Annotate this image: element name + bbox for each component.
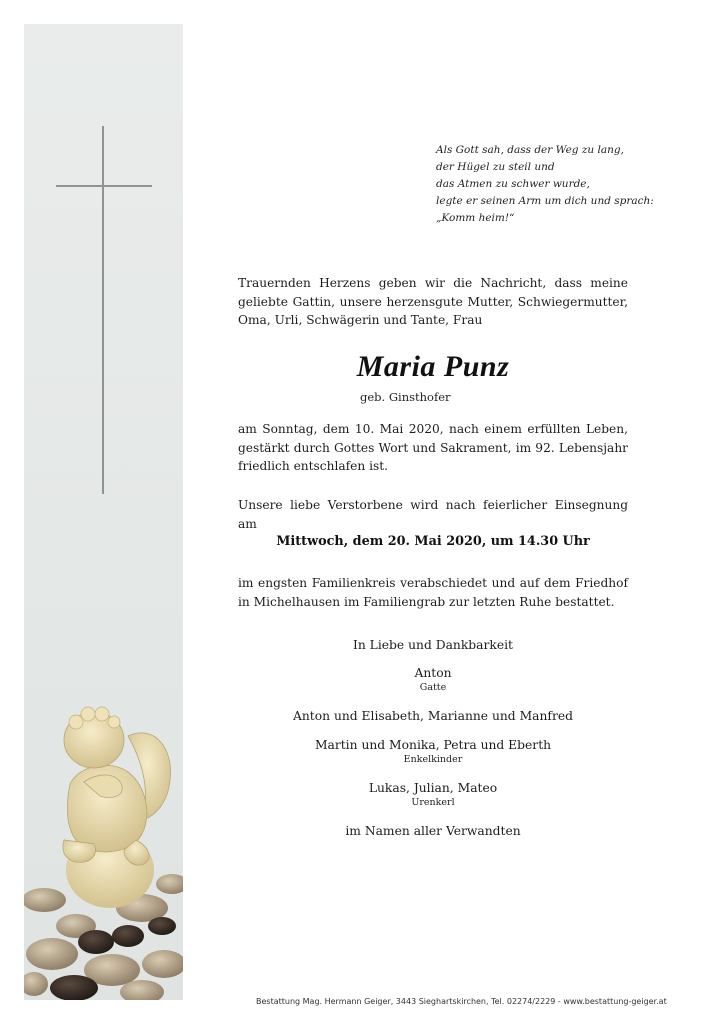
poem-line: „Komm heim!“ xyxy=(436,212,515,224)
death-paragraph: am Sonntag, dem 10. Mai 2020, nach einem erfüllten Leben, gestärkt durch Gottes Wort und Sakrament, im 92. Lebensjahr friedlich entschlafen ist. xyxy=(238,422,628,473)
side-panel xyxy=(24,24,183,1000)
cross-icon-bar xyxy=(56,185,152,187)
poem-line: der Hügel zu steil und xyxy=(436,161,555,173)
closing-line xyxy=(238,636,628,654)
mourner-role: Enkelkinder xyxy=(403,754,463,765)
mourner-role: Urenkerl xyxy=(411,797,455,808)
mourner-relatives xyxy=(238,822,628,840)
funeral-date: Mittwoch, dem 20. Mai 2020, um 14.30 Uhr xyxy=(276,534,590,549)
deceased-name: Maria Punz xyxy=(356,350,510,383)
mourner-role: Gatte xyxy=(419,682,447,693)
mourner-names: Anton xyxy=(414,666,452,680)
poem-line: Als Gott sah, dass der Weg zu lang, xyxy=(436,144,624,156)
cross-icon xyxy=(102,126,104,494)
mourner-grandchildren xyxy=(238,736,628,766)
mourner-spouse xyxy=(238,664,628,694)
poem xyxy=(436,142,676,227)
mourner-children xyxy=(238,707,628,725)
relatives-text: im Namen aller Verwandten xyxy=(345,824,521,838)
birth-name: geb. Ginsthofer xyxy=(360,390,451,404)
mourner-names: Anton und Elisabeth, Marianne und Manfred xyxy=(292,709,574,723)
mourner-great-grandchildren xyxy=(238,779,628,809)
angel-figurine-image xyxy=(24,664,183,1000)
mourner-names: Martin und Monika, Petra und Eberth xyxy=(314,738,552,752)
burial-paragraph: im engsten Familienkreis verabschiedet und auf dem Friedhof in Michelhausen im Familiengrab zur letzten Ruhe bestattet. xyxy=(238,576,628,609)
closing-text: In Liebe und Dankbarkeit xyxy=(353,638,513,652)
poem-line: legte er seinen Arm um dich und sprach: xyxy=(436,195,654,207)
intro-paragraph: Trauernden Herzens geben wir die Nachricht, dass meine geliebte Gattin, unsere herzensgute Mutter, Schwiegermutter, Oma, Urli, Schwägerin und Tante, Frau xyxy=(238,276,628,327)
mourner-names: Lukas, Julian, Mateo xyxy=(368,781,498,795)
poem-line: das Atmen zu schwer wurde, xyxy=(436,178,590,190)
blessing-paragraph: Unsere liebe Verstorbene wird nach feierlicher Einsegnung am xyxy=(238,498,628,531)
footer-imprint: Bestattung Mag. Hermann Geiger, 3443 Sieghartskirchen, Tel. 02274/2229 - www.bestattung-geiger.at xyxy=(256,997,667,1006)
